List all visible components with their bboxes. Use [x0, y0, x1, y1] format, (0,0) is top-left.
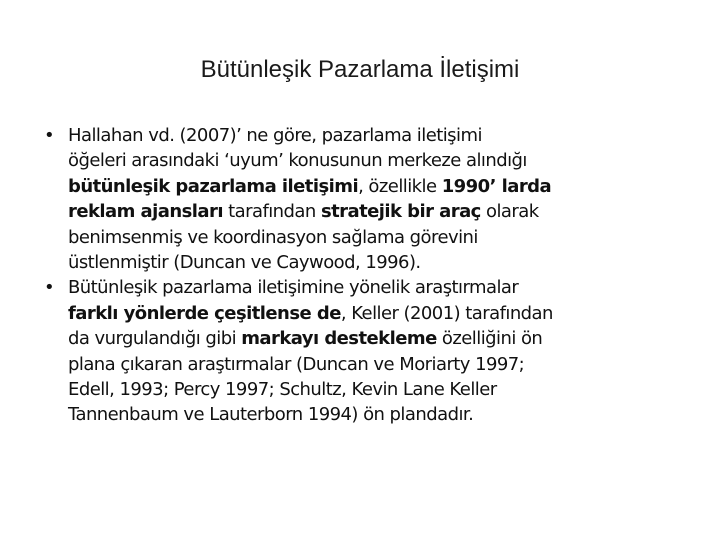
bullet-text-line	[68, 352, 672, 377]
bullet-text-line	[68, 402, 672, 427]
text-run: tarafından	[222, 201, 321, 223]
bullet-text-line	[68, 275, 672, 300]
text-run: üstlenmiştir (Duncan ve Caywood, 1996).	[68, 252, 421, 274]
bullet-text-line	[68, 326, 672, 351]
bullet-text-line	[68, 377, 672, 402]
bullet-text-line	[68, 250, 672, 275]
bullet-text-line	[68, 148, 672, 173]
bullet-text-line	[68, 225, 672, 250]
text-run: Tannenbaum ve Lauterborn 1994) ön plandadır.	[68, 404, 474, 426]
bold-text-run: stratejik bir araç	[320, 201, 481, 223]
bullet-text-line	[68, 174, 672, 199]
bold-text-run: reklam ajansları	[68, 201, 223, 223]
bullet-dot-icon: •	[43, 277, 55, 299]
bullet-item	[32, 275, 672, 427]
text-run: Bütünleşik pazarlama iletişimine yönelik araştırmalar	[68, 277, 519, 299]
bullet-item	[32, 123, 672, 275]
text-run: öğeleri arasındaki ‘uyum’ konusunun merkeze alındığı	[68, 150, 527, 172]
text-run: , özellikle	[358, 175, 442, 197]
bullet-text-line	[68, 123, 672, 148]
text-run: Edell, 1993; Percy 1997; Schultz, Kevin Lane Keller	[68, 379, 497, 401]
slide-title: Bütünleşik Pazarlama İletişimi	[200, 56, 520, 83]
bullet-text-line	[68, 199, 672, 224]
text-run: özelliğini ön	[436, 328, 543, 350]
text-run: da vurgulandığı gibi	[68, 328, 242, 350]
text-run: olarak	[480, 201, 539, 223]
text-run: , Keller (2001) tarafından	[340, 302, 553, 324]
text-run: Hallahan vd. (2007)’ ne göre, pazarlama iletişimi	[68, 125, 482, 146]
bold-text-run: bütünleşik pazarlama iletişimi	[68, 175, 359, 197]
text-run: plana çıkaran araştırmalar (Duncan ve Moriarty 1997;	[68, 353, 525, 375]
bold-text-run: markayı destekleme	[241, 328, 437, 350]
bold-text-run: 1990’ larda	[441, 175, 552, 197]
bullet-text-line	[68, 301, 672, 326]
text-run: benimsenmiş ve koordinasyon sağlama görevini	[68, 226, 478, 248]
bullet-list	[32, 123, 672, 428]
bold-text-run: farklı yönlerde çeşitlense de	[68, 302, 341, 324]
bullet-dot-icon: •	[43, 125, 55, 146]
